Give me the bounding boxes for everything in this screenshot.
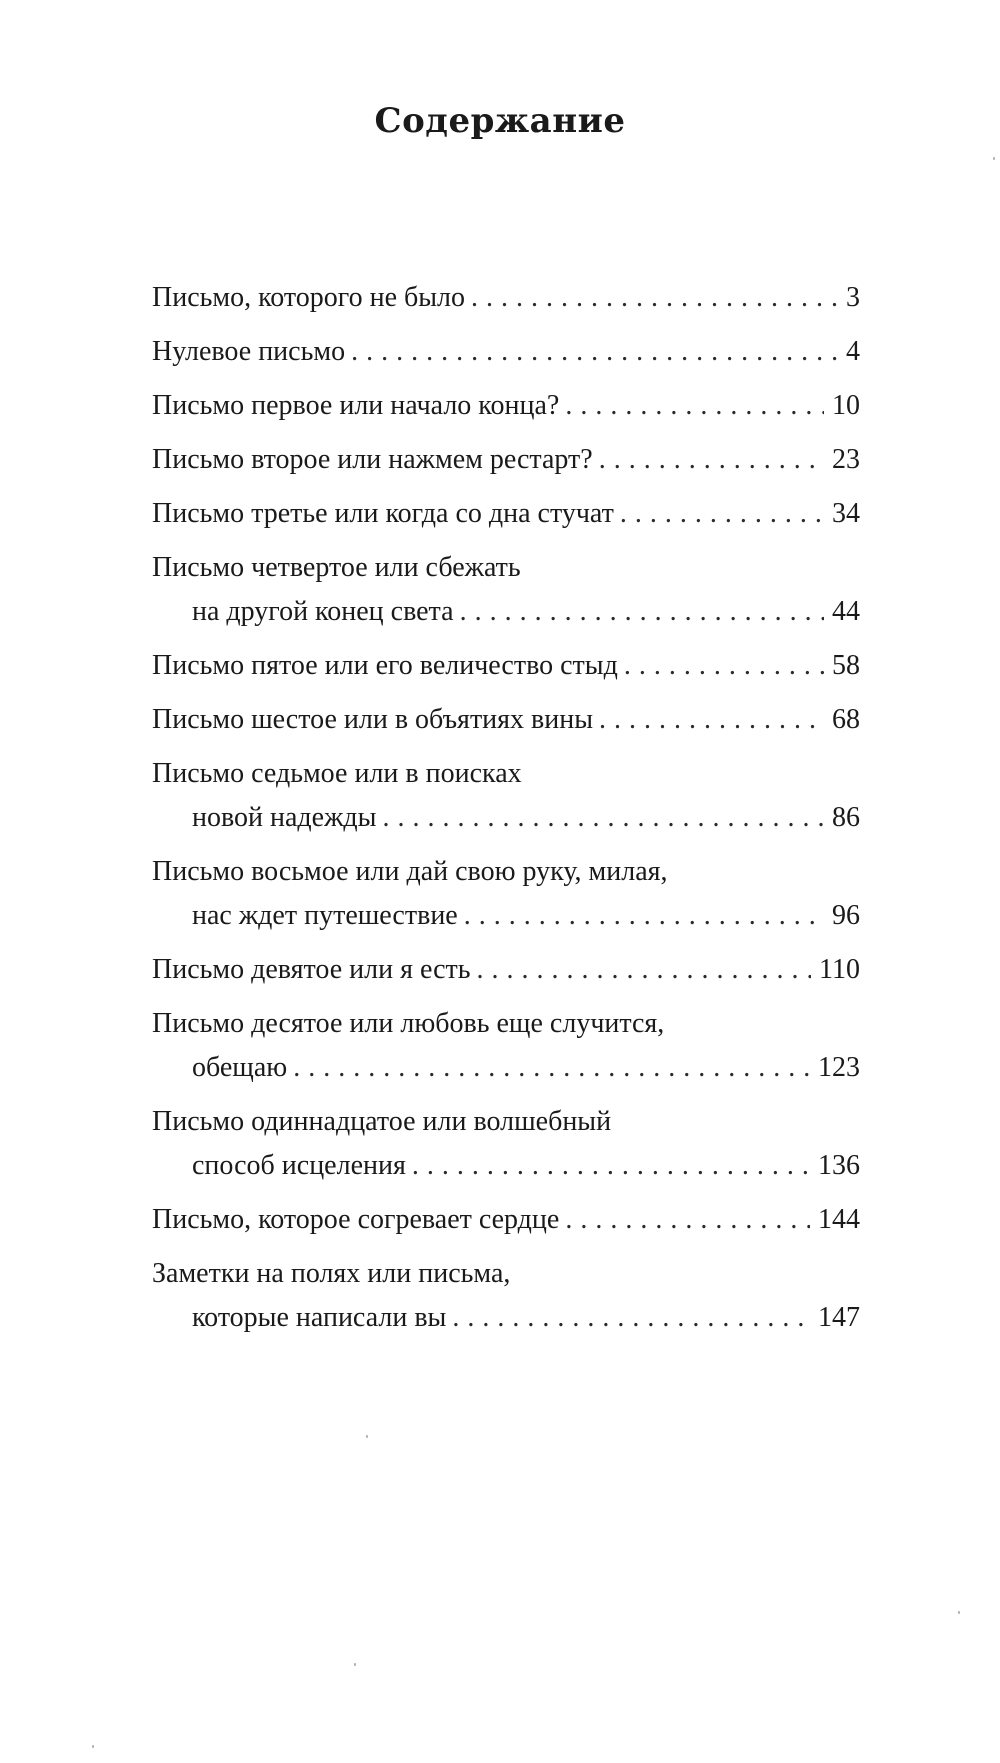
toc-page-number: 58	[832, 650, 860, 681]
toc-entry	[152, 384, 860, 428]
paper-speck	[366, 1435, 368, 1438]
toc-page-number: 68	[832, 704, 860, 735]
toc-entry-title-continued: на другой конец света	[192, 596, 454, 627]
dot-leader	[620, 492, 824, 536]
dot-leader	[351, 330, 838, 374]
toc-entry	[152, 1100, 860, 1188]
toc-entry	[152, 276, 860, 320]
dot-leader	[599, 438, 824, 482]
toc-entry-title: Письмо седьмое или в поисках	[152, 758, 522, 789]
toc-entry	[152, 948, 860, 992]
dot-leader	[383, 796, 825, 840]
paper-speck	[993, 157, 995, 160]
dot-leader	[624, 644, 824, 688]
toc-entry	[152, 438, 860, 482]
toc-page-number: 136	[818, 1150, 860, 1181]
toc-entry-title: Письмо шестое или в объятиях вины	[152, 704, 594, 735]
dot-leader	[460, 590, 824, 634]
toc-page-number: 110	[819, 954, 860, 985]
toc-page-number: 123	[818, 1052, 860, 1083]
toc-entry-title-continued: способ исцеления	[192, 1150, 406, 1181]
toc-entry-title: Письмо десятое или любовь еще случится,	[152, 1008, 665, 1039]
toc-page-number: 10	[832, 390, 860, 421]
toc-page-number: 4	[846, 336, 860, 367]
toc-entry-title: Письмо, которого не было	[152, 282, 466, 313]
toc-entry-title-continued: нас ждет путешествие	[192, 900, 458, 931]
toc-entry	[152, 752, 860, 840]
toc-entry-title: Письмо одиннадцатое или волшебный	[152, 1106, 612, 1137]
toc-entry	[152, 644, 860, 688]
paper-speck	[92, 1745, 94, 1748]
toc-page-number: 96	[832, 900, 860, 931]
dot-leader	[565, 384, 824, 428]
toc-entry-title: Письмо четвертое или сбежать	[152, 552, 521, 583]
toc-page-number: 44	[832, 596, 860, 627]
toc-entry-title: Нулевое письмо	[152, 336, 346, 367]
toc-page-number: 23	[832, 444, 860, 475]
dot-leader	[293, 1046, 810, 1090]
toc-entry-title: Письмо третье или когда со дна стучат	[152, 498, 614, 529]
toc-page-number: 144	[818, 1204, 860, 1235]
toc-entry-title: Письмо первое или начало конца?	[152, 390, 560, 421]
dot-leader	[452, 1296, 810, 1340]
toc-entry-title-continued: обещаю	[192, 1052, 288, 1083]
toc-entry-title: Письмо пятое или его величество стыд	[152, 650, 618, 681]
toc-page-number: 147	[818, 1302, 860, 1333]
paper-speck	[354, 1663, 356, 1666]
toc-entry	[152, 1252, 860, 1340]
toc-entry	[152, 546, 860, 634]
dot-leader	[565, 1198, 810, 1242]
dot-leader	[412, 1144, 810, 1188]
dot-leader	[464, 894, 824, 938]
toc-entry-title: Письмо, которое согревает сердце	[152, 1204, 560, 1235]
toc-entry	[152, 1002, 860, 1090]
toc-entry-title-continued: которые написали вы	[192, 1302, 447, 1333]
toc-page-number: 86	[832, 802, 860, 833]
table-of-contents	[152, 276, 860, 1350]
dot-leader	[471, 276, 838, 320]
toc-entry-title: Письмо второе или нажмем рестарт?	[152, 444, 593, 475]
dot-leader	[599, 698, 824, 742]
page-title: Содержание	[374, 101, 626, 141]
toc-entry	[152, 698, 860, 742]
toc-entry	[152, 330, 860, 374]
toc-entry	[152, 850, 860, 938]
toc-entry-title: Письмо восьмое или дай свою руку, милая,	[152, 856, 668, 887]
toc-entry	[152, 1198, 860, 1242]
toc-page-number: 34	[832, 498, 860, 529]
paper-speck	[958, 1611, 960, 1614]
toc-entry	[152, 492, 860, 536]
toc-entry-title-continued: новой надежды	[192, 802, 377, 833]
toc-entry-title: Письмо девятое или я есть	[152, 954, 471, 985]
toc-page-number: 3	[846, 282, 860, 313]
dot-leader	[477, 948, 811, 992]
toc-entry-title: Заметки на полях или письма,	[152, 1258, 511, 1289]
